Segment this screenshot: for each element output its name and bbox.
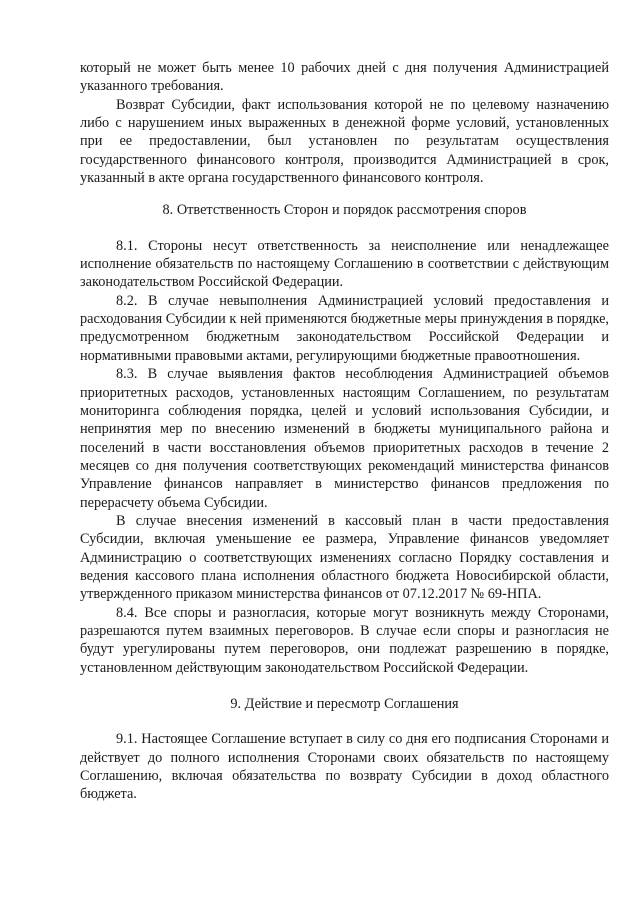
clause-8-4: 8.4. Все споры и разногласия, которые могут возникнуть между Сторонами, разрешаются путем взаимных переговоров. В случае если споры и разногласия не будут урегулированы путем переговоров, они подлежат разрешению в порядке, установленном действующим законодательством Российской Федерации. [80, 604, 609, 676]
clause-8-3-cash-plan: В случае внесения изменений в кассовый план в части предоставления Субсидии, включая уменьшение ее размера, Управление финансов уведомляет Администрацию о соответствующих изменениях согласно Порядку составления и ведения кассового плана исполнения областного бюджета Новосибирской области, утвержденного приказом министерства финансов от 07.12.2017 № 69-НПА. [80, 512, 609, 603]
refund-paragraph: Возврат Субсидии, факт использования которой не по целевому назначению либо с нарушением иных выраженных в денежной форме условий, установленных при ее предоставлении, был установлен по результатам осуществления государственного финансового контроля, производится Администрацией в срок, указанный в акте органа государственного финансового контроля. [80, 96, 609, 187]
clause-9-1: 9.1. Настоящее Соглашение вступает в силу со дня его подписания Сторонами и действует до полного исполнения Сторонами своих обязательств по настоящему Соглашению, включая обязательства по возврату Субсидии в доход областного бюджета. [80, 731, 609, 803]
clause-8-3: 8.3. В случае выявления фактов несоблюдения Администрацией объемов приоритетных расходов, установленных настоящим Соглашением, по результатам мониторинга соблюдения порядка, целей и условий использования Субсидии, и непринятия мер по внесению изменений в бюджеты муниципального района и поселений в части восстановления объемов приоритетных расходов в течение 2 месяцев со дня получения соответствующих рекомендаций министерства финансов Управление финансов направляет в министерство финансов предложения по перерасчету объема Субсидии. [80, 366, 609, 511]
continuation-paragraph: который не может быть менее 10 рабочих дней с дня получения Администрацией указанного требования. [80, 60, 609, 95]
section-8-heading: 8. Ответственность Сторон и порядок рассмотрения споров [162, 202, 527, 219]
clause-8-1: 8.1. Стороны несут ответственность за неисполнение или ненадлежащее исполнение обязательств по настоящему Соглашению в соответствии с действующим законодательством Российской Федерации. [80, 237, 609, 291]
clause-8-2: 8.2. В случае невыполнения Администрацией условий предоставления и расходования Субсидии к ней применяются бюджетные меры принуждения в порядке, предусмотренном бюджетным законодательством Российской Федерации и нормативными правовыми актами, регулирующими бюджетные правоотношения. [80, 292, 609, 364]
section-9-heading: 9. Действие и пересмотр Соглашения [230, 696, 459, 712]
document-body [80, 59, 609, 804]
